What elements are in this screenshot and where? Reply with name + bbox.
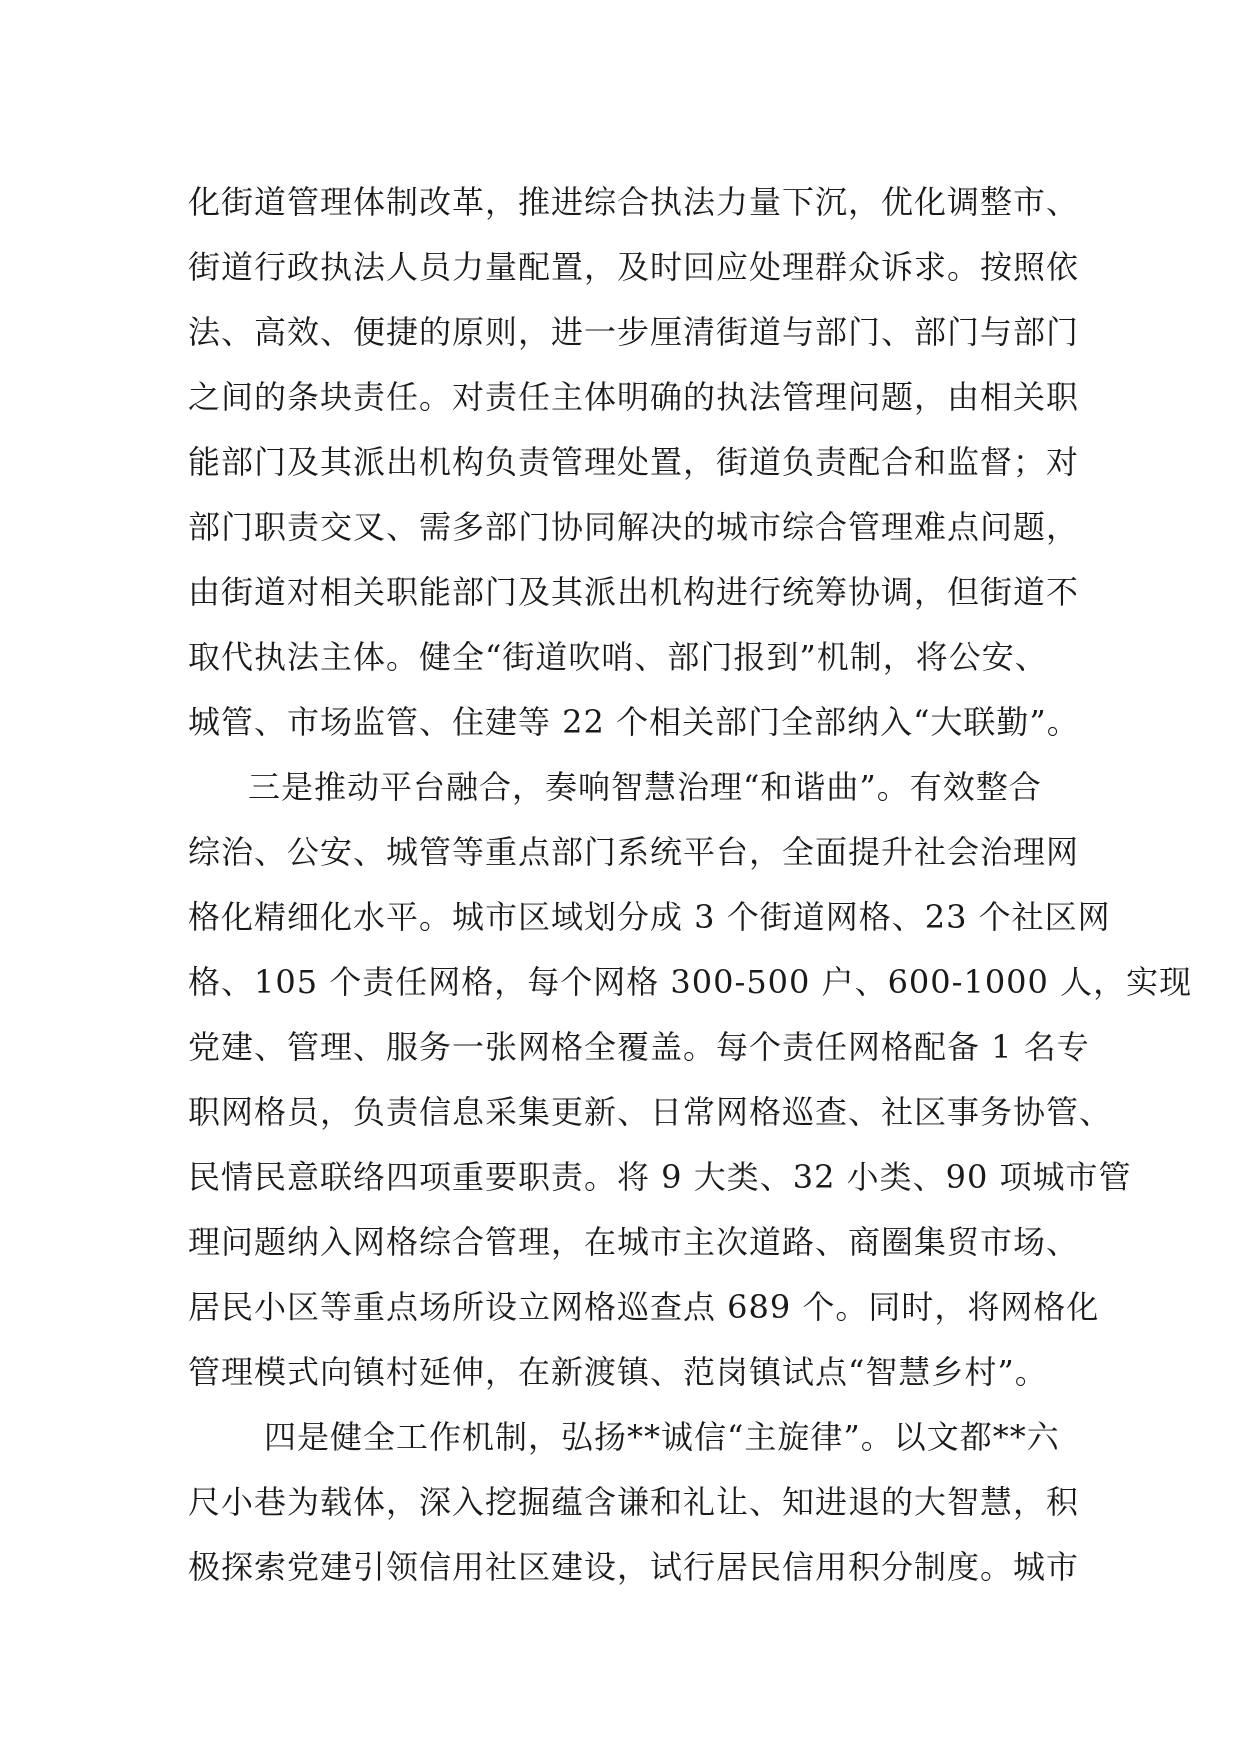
text-line: 由街道对相关职能部门及其派出机构进行统筹协调，但街道不	[188, 573, 1080, 611]
text-line: 尺小巷为载体，深入挖掘蕴含谦和礼让、知进退的大智慧，积	[188, 1483, 1080, 1521]
paragraph-start-line: 三是推动平台融合，奏响智慧治理“和谐曲”。有效整合	[248, 768, 1042, 806]
text-line: 街道行政执法人员力量配置，及时回应处理群众诉求。按照依	[188, 248, 1080, 286]
text-line: 部门职责交叉、需多部门协同解决的城市综合管理难点问题，	[188, 508, 1080, 546]
text-line: 能部门及其派出机构负责管理处置，街道负责配合和监督；对	[188, 443, 1080, 481]
text-line: 格化精细化水平。城市区域划分成 3 个街道网格、23 个社区网	[188, 898, 1111, 936]
text-line: 居民小区等重点场所设立网格巡查点 689 个。同时，将网格化	[188, 1288, 1100, 1326]
paragraph-start-line: 四是健全工作机制，弘扬**诚信“主旋律”。以文都**六	[264, 1418, 1060, 1456]
text-line: 之间的条块责任。对责任主体明确的执法管理问题，由相关职	[188, 378, 1080, 416]
text-line: 理问题纳入网格综合管理，在城市主次道路、商圈集贸市场、	[188, 1223, 1080, 1261]
text-line: 民情民意联络四项重要职责。将 9 大类、32 小类、90 项城市管	[188, 1158, 1132, 1196]
text-line: 极探索党建引领信用社区建设，试行居民信用积分制度。城市	[188, 1548, 1080, 1586]
text-line: 格、105 个责任网格，每个网格 300-500 户、600-1000 人，实现	[188, 963, 1193, 1001]
text-line: 党建、管理、服务一张网格全覆盖。每个责任网格配备 1 名专	[188, 1028, 1090, 1066]
text-line: 化街道管理体制改革，推进综合执法力量下沉，优化调整市、	[188, 183, 1080, 221]
text-line: 管理模式向镇村延伸，在新渡镇、范岗镇试点“智慧乡村”。	[188, 1353, 1048, 1391]
text-line: 职网格员，负责信息采集更新、日常网格巡查、社区事务协管、	[188, 1093, 1113, 1131]
text-line: 法、高效、便捷的原则，进一步厘清街道与部门、部门与部门	[188, 313, 1080, 351]
text-line: 城管、市场监管、住建等 22 个相关部门全部纳入“大联勤”。	[188, 703, 1080, 741]
body-text	[188, 170, 1193, 1600]
text-line: 取代执法主体。健全“街道吹哨、部门报到”机制，将公安、	[188, 638, 1048, 676]
text-line: 综治、公安、城管等重点部门系统平台，全面提升社会治理网	[188, 833, 1080, 871]
